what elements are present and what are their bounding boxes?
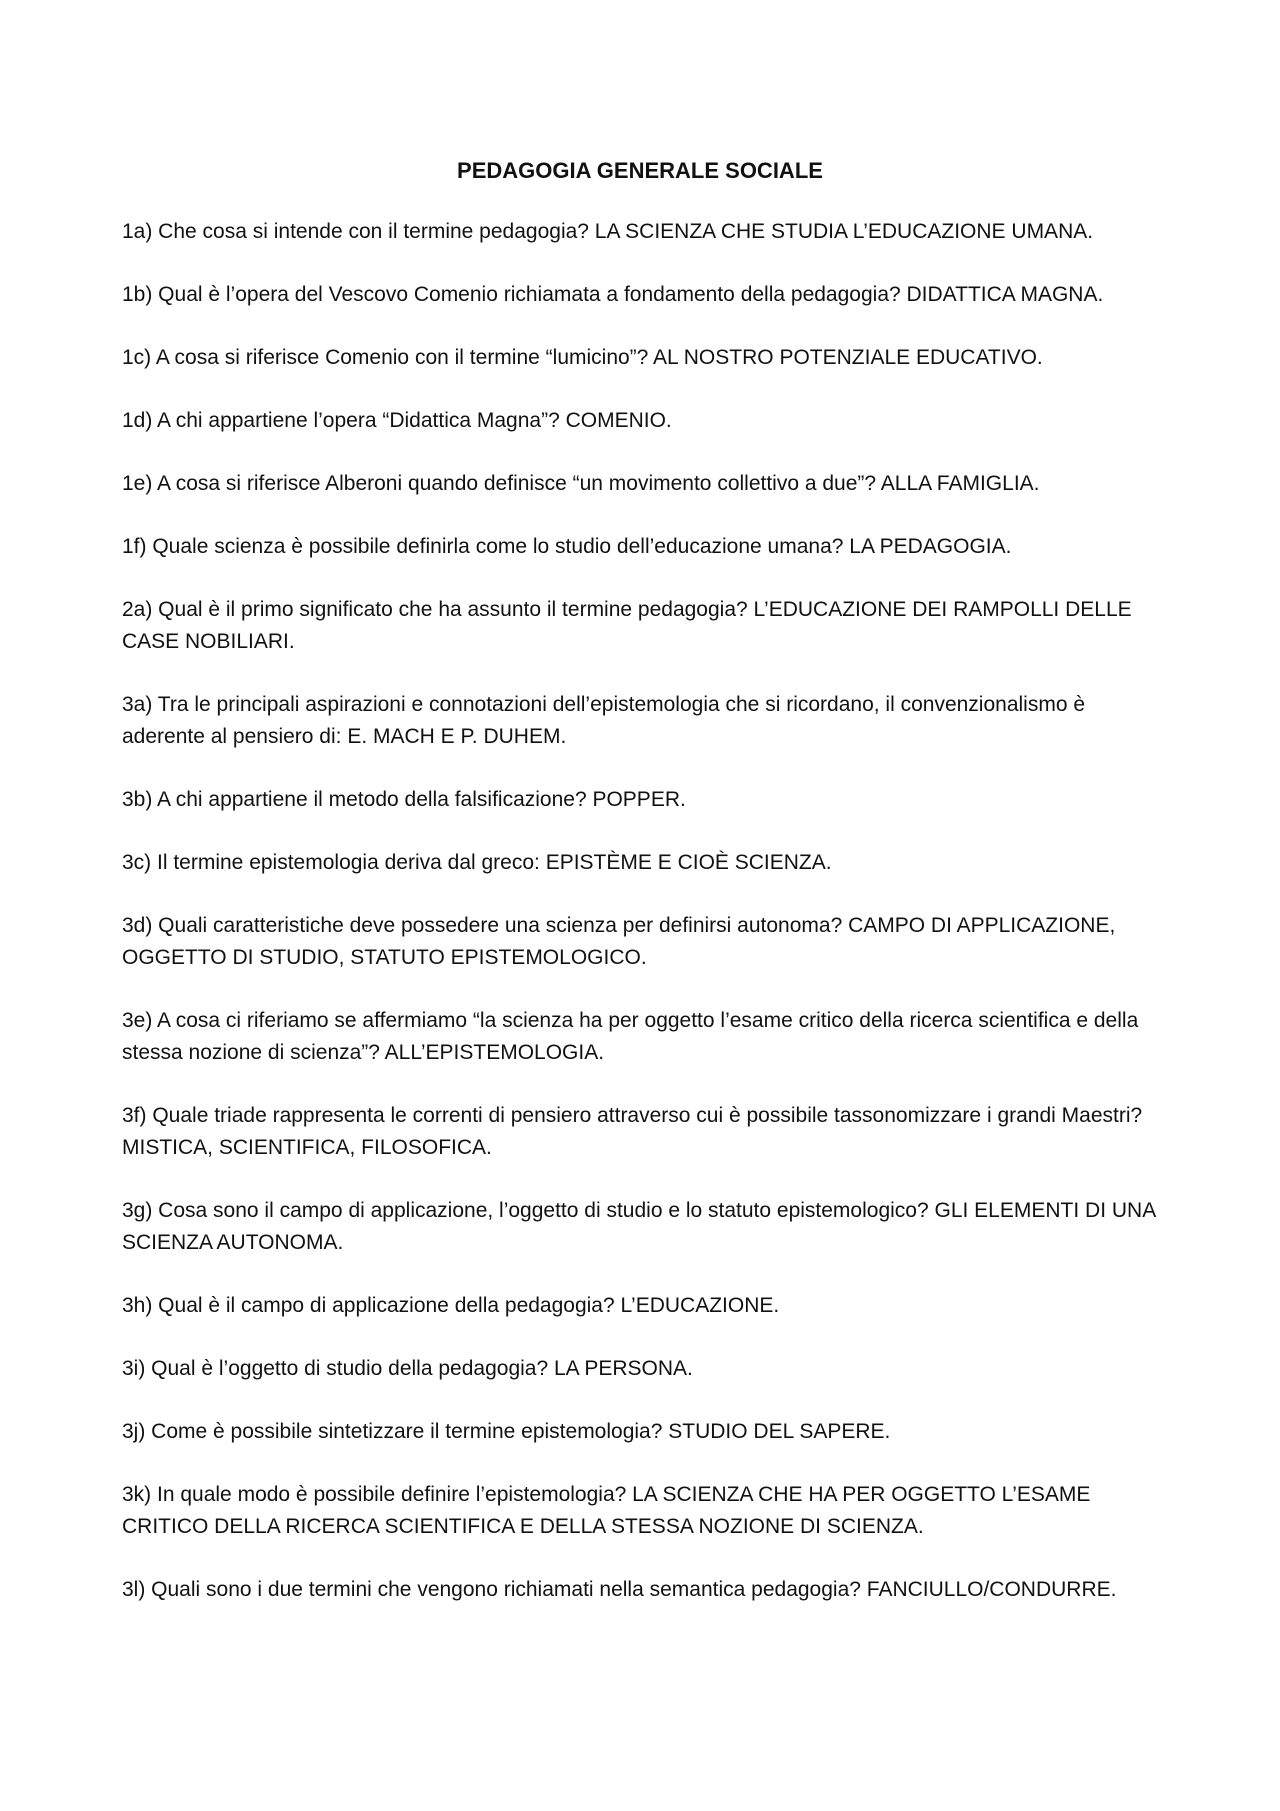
qa-3h: 3h) Qual è il campo di applicazione della pedagogia? L’EDUCAZIONE. bbox=[122, 1294, 780, 1317]
document-body bbox=[122, 216, 1172, 1637]
qa-3c: 3c) Il termine epistemologia deriva dal greco: EPISTÈME E CIOÈ SCIENZA. bbox=[122, 851, 832, 874]
qa-1e: 1e) A cosa si riferisce Alberoni quando definisce “un movimento collettivo a due”? ALLA FAMIGLIA. bbox=[122, 472, 1040, 495]
qa-3d: 3d) Quali caratteristiche deve possedere una scienza per definirsi autonoma? CAMPO DI APPLICAZIONE, OGGETTO DI STUDIO, STATUTO EPISTEMOLOGICO. bbox=[122, 914, 1122, 969]
document-title: PEDAGOGIA GENERALE SOCIALE bbox=[457, 158, 823, 183]
qa-1f: 1f) Quale scienza è possibile definirla come lo studio dell’educazione umana? LA PEDAGOGIA. bbox=[122, 535, 1012, 558]
qa-3i: 3i) Qual è l’oggetto di studio della pedagogia? LA PERSONA. bbox=[122, 1357, 693, 1380]
qa-2a: 2a) Qual è il primo significato che ha assunto il termine pedagogia? L’EDUCAZIONE DEI RAMPOLLI DELLE CASE NOBILIARI. bbox=[122, 598, 1138, 653]
qa-3k: 3k) In quale modo è possibile definire l’epistemologia? LA SCIENZA CHE HA PER OGGETTO L’ESAME CRITICO DELLA RICERCA SCIENTIFICA E DELLA STESSA NOZIONE DI SCIENZA. bbox=[122, 1483, 1097, 1538]
qa-1c: 1c) A cosa si riferisce Comenio con il termine “lumicino”? AL NOSTRO POTENZIALE EDUCATIVO. bbox=[122, 346, 1043, 369]
qa-3e: 3e) A cosa ci riferiamo se affermiamo “la scienza ha per oggetto l’esame critico della ricerca scientifica e della stessa nozione di scienza”? ALL’EPISTEMOLOGIA. bbox=[122, 1009, 1145, 1064]
qa-3b: 3b) A chi appartiene il metodo della falsificazione? POPPER. bbox=[122, 788, 686, 811]
qa-1d: 1d) A chi appartiene l’opera “Didattica Magna”? COMENIO. bbox=[122, 409, 672, 432]
qa-3l: 3l) Quali sono i due termini che vengono richiamati nella semantica pedagogia? FANCIULLO/CONDURRE. bbox=[122, 1578, 1117, 1601]
qa-3f: 3f) Quale triade rappresenta le correnti di pensiero attraverso cui è possibile tassonomizzare i grandi Maestri? MISTICA, SCIENTIFICA, FILOSOFICA. bbox=[122, 1104, 1149, 1159]
qa-1a: 1a) Che cosa si intende con il termine pedagogia? LA SCIENZA CHE STUDIA L’EDUCAZIONE UMANA. bbox=[122, 220, 1094, 243]
qa-1b: 1b) Qual è l’opera del Vescovo Comenio richiamata a fondamento della pedagogia? DIDATTICA MAGNA. bbox=[122, 283, 1104, 306]
qa-3g: 3g) Cosa sono il campo di applicazione, l’oggetto di studio e lo statuto epistemologico? GLI ELEMENTI DI UNA SCIENZA AUTONOMA. bbox=[122, 1199, 1161, 1254]
qa-3a: 3a) Tra le principali aspirazioni e connotazioni dell’epistemologia che si ricordano, il convenzionalismo è aderente al pensiero di: E. MACH E P. DUHEM. bbox=[122, 693, 1091, 748]
qa-3j: 3j) Come è possibile sintetizzare il termine epistemologia? STUDIO DEL SAPERE. bbox=[122, 1420, 891, 1443]
